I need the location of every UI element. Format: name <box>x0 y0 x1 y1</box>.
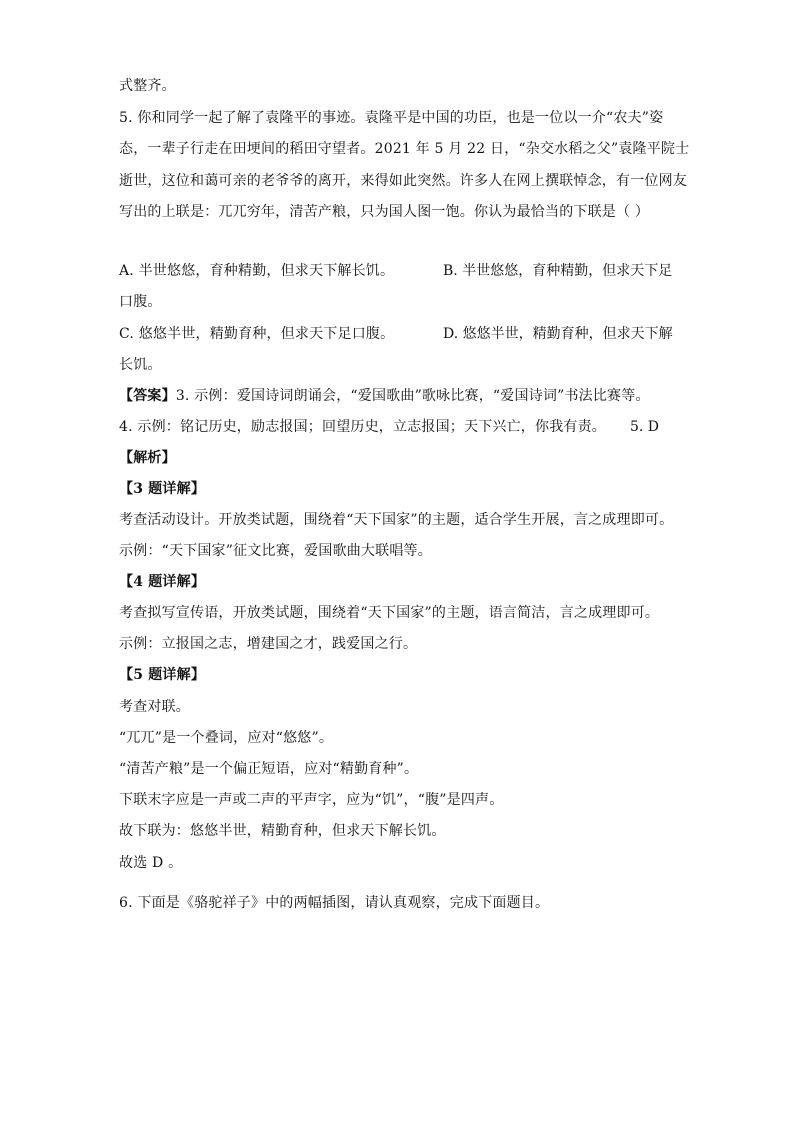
text-line: 逝世，这位和蔼可亲的老爷爷的离开，来得如此突然。许多人在网上撰联悼念，有一位网友 <box>119 173 687 189</box>
q4-tag: 【4 题详解】 <box>119 574 206 590</box>
q5-line-5: 故下联为：悠悠半世，精勤育种，但求天下解长饥。 <box>119 823 446 839</box>
q3-line-1: 考查活动设计。开放类试题，围绕着“天下国家”的主题，适合学生开展，言之成理即可。 <box>119 512 674 528</box>
answer-tag: 【答案】 <box>119 388 176 404</box>
q5-line-6: 故选 D 。 <box>119 855 183 871</box>
q3-tag: 【3 题详解】 <box>119 481 206 497</box>
answer-line <box>119 386 650 406</box>
q5-line-3: “清苦产粮”是一个偏正短语，应对“精勤育种”。 <box>119 761 419 777</box>
option-b-continued: 口腹。 <box>119 294 162 310</box>
q4-line-2: 示例：立报国之志，增建国之才，践爱国之行。 <box>119 636 418 652</box>
text-line: 式整齐。 <box>119 78 176 94</box>
question-6-text: 6. 下面是《骆驼祥子》中的两幅插图，请认真观察，完成下面题目。 <box>119 895 550 911</box>
answer-4: 4. 示例：铭记历史，励志报国；回望历史，立志报国；天下兴亡，你我有责。 <box>119 419 607 435</box>
text-line: 写出的上联是：兀兀穷年，清苦产粮，只为国人图一饱。你认为最恰当的下联是（ ） <box>119 204 650 220</box>
question-5-text: 5. 你和同学一起了解了袁隆平的事迹。袁隆平是中国的功臣，也是一位以一介“农夫”姿 <box>119 110 664 126</box>
q4-line-1: 考查拟写宣传语，开放类试题，围绕着“天下国家”的主题，语言简洁，言之成理即可。 <box>119 605 660 621</box>
option-b: B. 半世悠悠，育种精勤，但求天下足 <box>443 263 673 279</box>
q5-tag: 【5 题详解】 <box>119 667 206 683</box>
q3-line-2: 示例：“天下国家”征文比赛，爱国歌曲大联唱等。 <box>119 543 432 559</box>
option-a: A. 半世悠悠，育种精勤，但求天下解长饥。 <box>119 263 395 279</box>
q5-line-1: 考查对联。 <box>119 699 190 715</box>
analysis-tag: 【解析】 <box>119 450 176 466</box>
answer-3: 3. 示例：爱国诗词朗诵会，“爱国歌曲”歌咏比赛，“爱国诗词”书法比赛等。 <box>175 388 650 404</box>
answer-5: 5. D <box>630 419 660 435</box>
option-d-continued: 长饥。 <box>119 357 162 373</box>
option-c: C. 悠悠半世，精勤育种，但求天下足口腹。 <box>119 326 395 342</box>
q5-line-4: 下联末字应是一声或二声的平声字，应为“饥”，“腹”是四声。 <box>119 792 504 808</box>
text-line: 态，一辈子行走在田埂间的稻田守望者。2021 年 5 月 22 日，“杂交水稻之父”袁隆平院士 <box>119 141 690 157</box>
option-d: D. 悠悠半世，精勤育种，但求天下解 <box>443 326 673 342</box>
q5-line-2: “兀兀”是一个叠词，应对“悠悠”。 <box>119 730 334 746</box>
